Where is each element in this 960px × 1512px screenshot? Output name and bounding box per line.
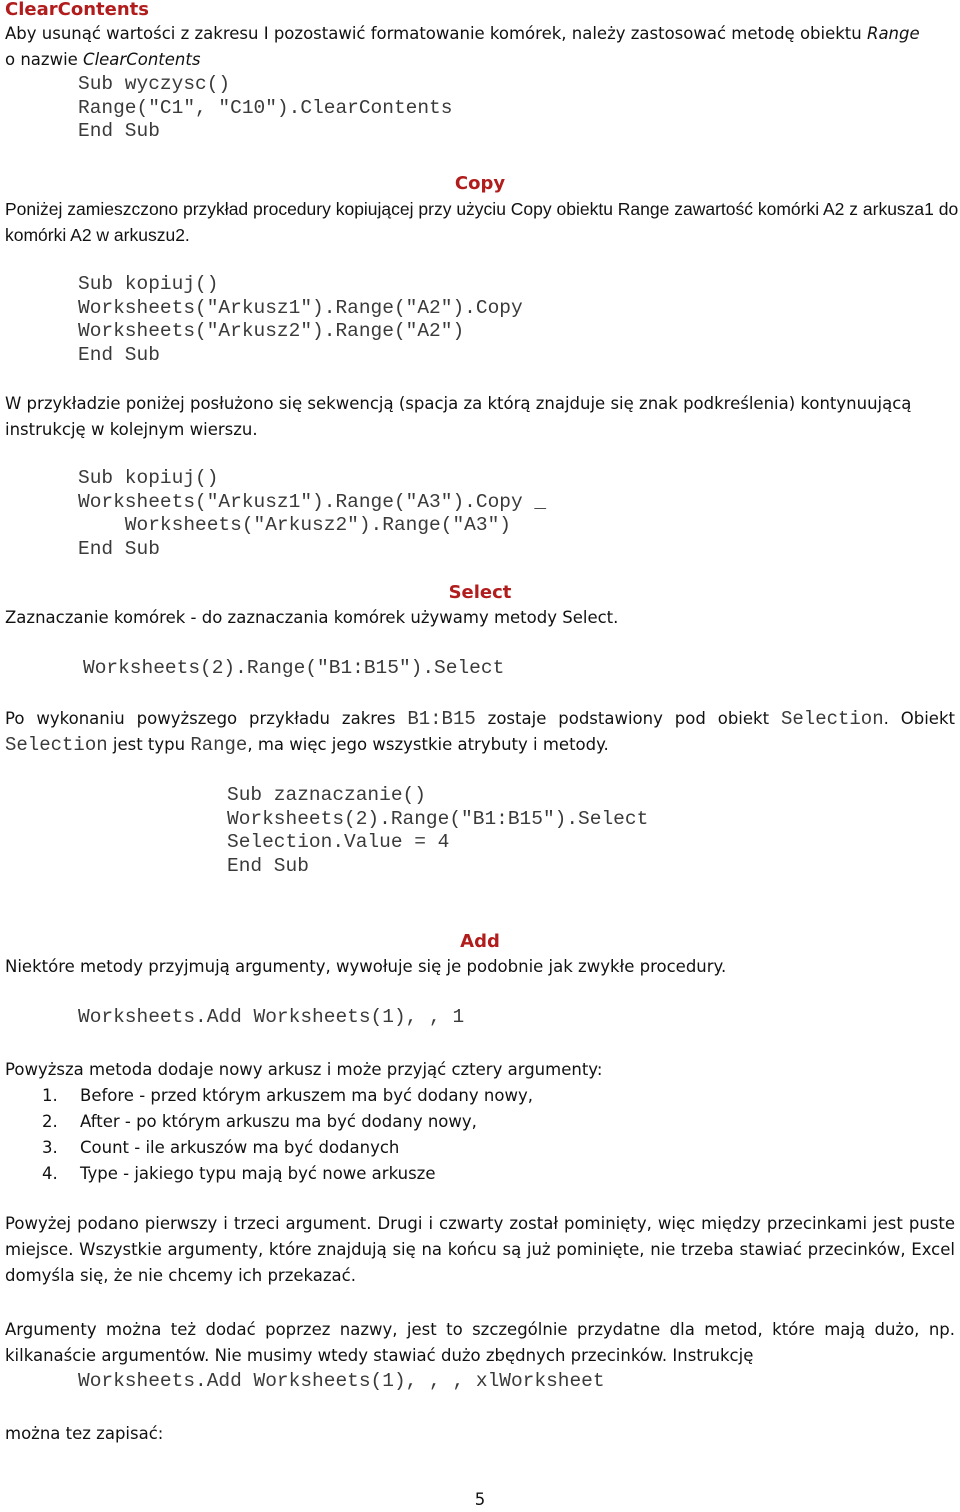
inline-code-selection: Selection — [780, 708, 884, 730]
inline-code-selection: Selection — [5, 734, 108, 756]
add-paragraph-3: można tez zapisać: — [5, 1424, 164, 1443]
clearcontents-paragraph — [5, 21, 960, 73]
code-line: Worksheets("Arkusz1").Range("A2").Copy — [78, 296, 523, 319]
add-paragraph-2: Argumenty można też dodać poprzez nazwy, jest to szczególnie przydatne dla metod, które mają dużo, np. kilkanaście argumentów. Nie musimy wtedy stawiać dużo zbędnych przecinków. Instrukcję — [5, 1320, 955, 1365]
inline-code-range: B1:B15 — [407, 708, 476, 730]
select-paragraph — [5, 706, 955, 758]
list-number: 3. — [42, 1138, 58, 1157]
inline-code-range-type: Range — [190, 734, 248, 756]
code-line: Sub kopiuj() — [78, 273, 219, 295]
select-text-b: zostaje podstawiony pod obiekt — [475, 709, 781, 728]
list-number: 4. — [42, 1164, 58, 1183]
clearcontents-method-term: ClearContents — [83, 50, 201, 69]
list-item — [5, 1083, 905, 1109]
select-heading: Select — [448, 582, 512, 603]
code-line: End Sub — [78, 120, 160, 142]
copy-code-2 — [78, 467, 546, 561]
list-number: 2. — [42, 1112, 58, 1131]
code-line: End Sub — [78, 537, 160, 560]
list-text: Before - przed którym arkuszem ma być dodany nowy, — [80, 1086, 533, 1105]
list-text: After - po którym arkuszu ma być dodany nowy, — [80, 1112, 477, 1131]
page-number: 5 — [474, 1490, 486, 1509]
add-heading: Add — [460, 931, 500, 952]
select-text-a: Po wykonaniu powyższego przykładu zakres — [5, 709, 408, 728]
select-text-d: jest typu — [107, 735, 191, 754]
list-text: Count - ile arkuszów ma być dodanych — [80, 1138, 400, 1157]
select-text-c: . Obiekt — [883, 709, 955, 728]
select-text-e: , ma więc jego wszystkie atrybuty i metody. — [247, 735, 609, 754]
clearcontents-heading: ClearContents — [5, 0, 149, 20]
add-code-1: Worksheets.Add Worksheets(1), , 1 — [78, 1006, 465, 1028]
copy-code-1 — [78, 273, 523, 367]
clearcontents-text-2: o nazwie — [5, 50, 84, 69]
copy-paragraph: Poniżej zamieszczono przykład procedury kopiującej przy użyciu Copy obiektu Range zawartość komórki A2 z arkusza1 do komórki A2 w arkuszu2. — [5, 199, 959, 245]
code-line: Worksheets(2).Range("B1:B15").Select — [227, 807, 649, 830]
add-code-2: Worksheets.Add Worksheets(1), , , xlWorksheet — [78, 1370, 605, 1392]
clearcontents-code — [78, 73, 452, 144]
arguments-list — [5, 1083, 905, 1187]
code-line: End Sub — [227, 854, 309, 877]
clearcontents-range-term: Range — [866, 24, 920, 43]
code-line: Sub zaznaczanie() — [227, 784, 426, 806]
code-line: Worksheets("Arkusz2").Range("A2") — [78, 320, 465, 342]
add-paragraph-1: Powyżej podano pierwszy i trzeci argument. Drugi i czwarty został pominięty, więc między przecinkami jest puste miejsce. Wszystkie argumenty, które znajdują się na końcu są już pominięte, nie trzeba stawiać przecinków, Excel domyśla się, że nie chcemy ich przekazać. — [5, 1214, 955, 1285]
list-number: 1. — [42, 1086, 58, 1105]
code-line: Worksheets("Arkusz2").Range("A3") — [78, 514, 511, 536]
list-item — [5, 1109, 905, 1135]
list-item — [5, 1161, 905, 1187]
code-line: Selection.Value = 4 — [227, 831, 450, 853]
code-line: End Sub — [78, 343, 160, 366]
add-list-intro: Powyższa metoda dodaje nowy arkusz i może przyjąć cztery argumenty: — [5, 1060, 603, 1079]
copy-continuation-paragraph: W przykładzie poniżej posłużono się sekwencją (spacja za którą znajduje się znak podkreślenia) kontynuującą instrukcję w kolejnym wierszu. — [5, 394, 912, 439]
code-line: Sub wyczysc() — [78, 73, 231, 95]
code-line: Range("C1", "C10").ClearContents — [78, 96, 453, 119]
select-code-1: Worksheets(2).Range("B1:B15").Select — [83, 657, 505, 679]
code-line: Worksheets("Arkusz1").Range("A3").Copy _ — [78, 490, 547, 513]
clearcontents-text-1: Aby usunąć wartości z zakresu I pozostawić formatowanie komórek, należy zastosować metodę obiektu — [5, 24, 867, 43]
list-item — [5, 1135, 905, 1161]
list-text: Type - jakiego typu mają być nowe arkusze — [80, 1164, 436, 1183]
select-intro: Zaznaczanie komórek - do zaznaczania komórek używamy metody Select. — [5, 608, 619, 627]
code-line: Sub kopiuj() — [78, 467, 219, 489]
copy-heading: Copy — [454, 173, 506, 194]
select-code-2 — [227, 784, 648, 878]
add-intro: Niektóre metody przyjmują argumenty, wywołuje się je podobnie jak zwykłe procedury. — [5, 957, 727, 976]
